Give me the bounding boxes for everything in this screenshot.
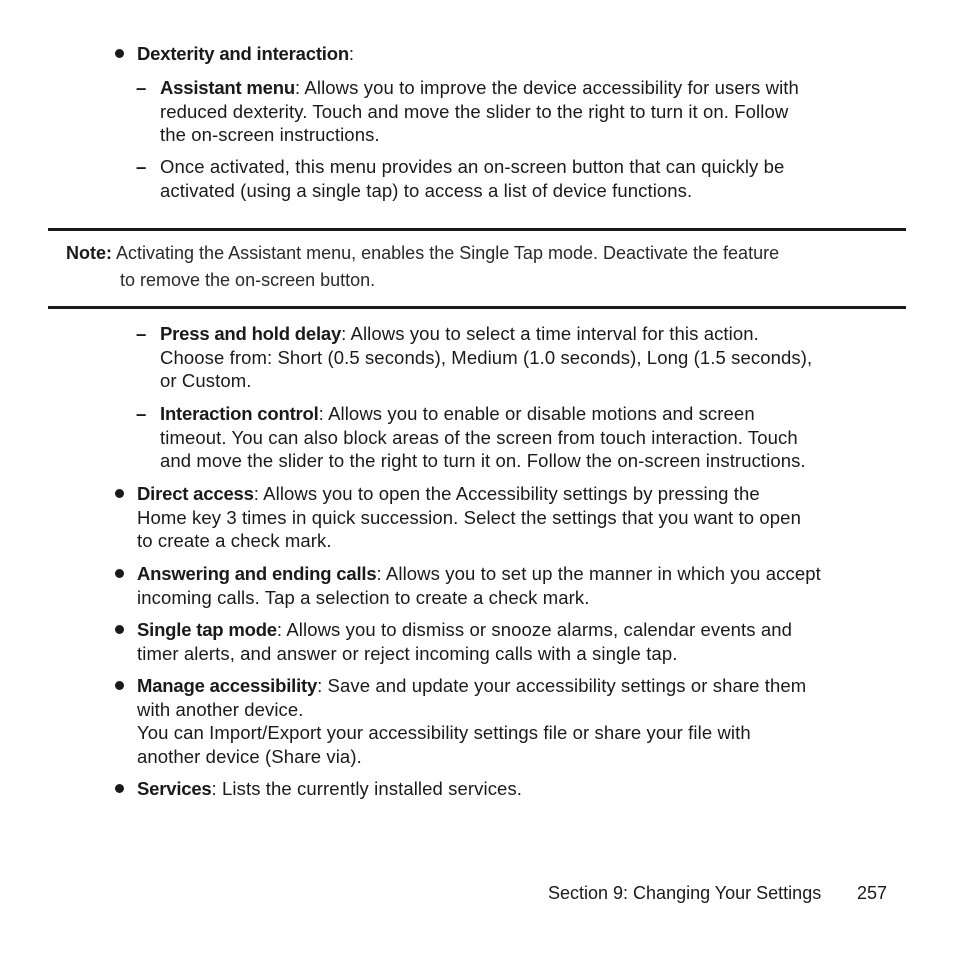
bullet-line: to create a check mark. [137, 530, 332, 551]
bullet-dot [115, 489, 124, 498]
dash-marker: – [136, 323, 147, 344]
bullet-text: : Lists the currently installed services. [211, 778, 523, 799]
bullet-term: Direct access [137, 483, 254, 504]
bullet-item-single-tap [137, 618, 792, 665]
bullet-term: Services [137, 778, 212, 799]
bullet-text: : Save and update your accessibility settings or share them [317, 675, 807, 696]
bullet-suffix: : [348, 43, 355, 64]
sub-item-text: : Allows you to improve the device accessibility for users with [294, 77, 799, 98]
sub-item-term: Assistant menu [160, 77, 295, 98]
sub-item-text: Once activated, this menu provides an on-screen button that can quickly be [160, 156, 785, 177]
bullet-text: : Allows you to set up the manner in which you accept [376, 563, 821, 584]
note-top-rule [48, 228, 906, 231]
bullet-line: You can Import/Export your accessibility settings file or share your file with [137, 722, 751, 743]
dash-marker: – [136, 403, 147, 424]
sub-item-text: : Allows you to select a time interval for this action. [341, 323, 759, 344]
note-line-2: to remove the on-screen button. [120, 270, 376, 290]
bullet-dot [115, 625, 124, 634]
sub-item-once-activated [160, 155, 784, 202]
note-bottom-rule [48, 306, 906, 309]
bullet-item-manage-accessibility [137, 674, 806, 768]
bullet-term: Dexterity and interaction [137, 43, 349, 64]
sub-item-line: reduced dexterity. Touch and move the slider to the right to turn it on. Follow [160, 100, 789, 122]
sub-item-line: activated (using a single tap) to access a list of device functions. [160, 179, 693, 201]
sub-item-term: Press and hold delay [160, 323, 342, 344]
dash-marker: – [136, 156, 147, 177]
bullet-dot [115, 784, 124, 793]
sub-item-line: or Custom. [160, 370, 252, 391]
bullet-term: Answering and ending calls [137, 563, 377, 584]
sub-item-line: and move the slider to the right to turn it on. Follow the on-screen instructions. [160, 450, 806, 471]
sub-item-line: timeout. You can also block areas of the screen from touch interaction. Touch [160, 426, 798, 448]
bullet-item-services [137, 777, 522, 801]
sub-item-line: the on-screen instructions. [160, 124, 380, 145]
bullet-dot [115, 49, 124, 58]
note-label: Note: [66, 243, 112, 263]
sub-item-assistant-menu [160, 76, 799, 147]
sub-item-interaction-control [160, 402, 806, 473]
bullet-line: incoming calls. Tap a selection to create a check mark. [137, 586, 590, 608]
bullet-text: : Allows you to dismiss or snooze alarms, calendar events and [276, 619, 792, 640]
bullet-line: with another device. [137, 698, 304, 720]
bullet-item-answering-calls [137, 562, 821, 609]
bullet-item-dexterity [137, 42, 354, 66]
sub-item-press-hold-delay [160, 322, 812, 393]
dash-marker: – [136, 77, 147, 98]
footer-section-title: Section 9: Changing Your Settings [548, 883, 822, 903]
bullet-item-direct-access [137, 482, 801, 553]
bullet-line: timer alerts, and answer or reject incoming calls with a single tap. [137, 642, 678, 664]
sub-item-line: Choose from: Short (0.5 seconds), Medium (1.0 seconds), Long (1.5 seconds), [160, 346, 813, 368]
bullet-line: another device (Share via). [137, 745, 362, 767]
sub-item-term: Interaction control [160, 403, 319, 424]
bullet-term: Single tap mode [137, 619, 277, 640]
footer-page-number: 257 [857, 883, 888, 903]
bullet-line: Home key 3 times in quick succession. Select the settings that you want to open [137, 506, 801, 528]
note-line-1: Activating the Assistant menu, enables the Single Tap mode. Deactivate the feature [116, 243, 780, 263]
note-block [66, 240, 779, 294]
bullet-dot [115, 681, 124, 690]
bullet-term: Manage accessibility [137, 675, 318, 696]
bullet-text: : Allows you to open the Accessibility settings by pressing the [253, 483, 760, 504]
bullet-dot [115, 569, 124, 578]
sub-item-text: : Allows you to enable or disable motions and screen [318, 403, 755, 424]
